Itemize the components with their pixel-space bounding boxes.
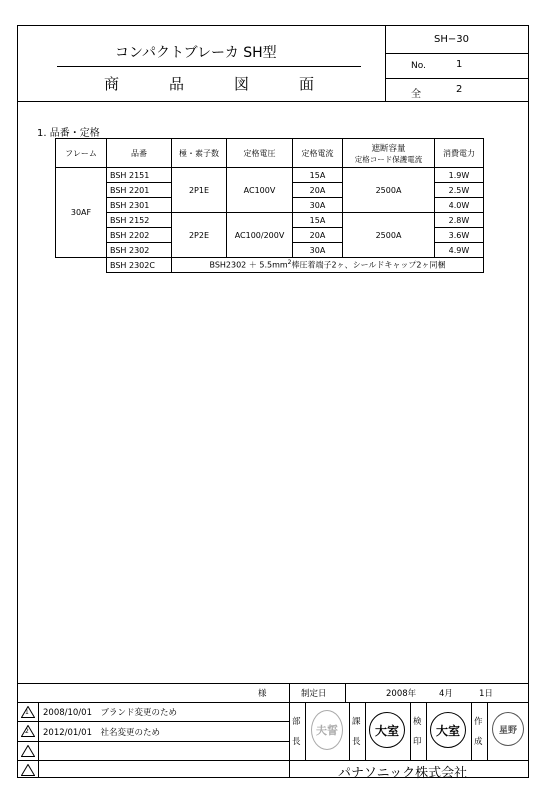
cell-poles: 2P2E xyxy=(172,213,227,258)
cell-part-no: BSH 2201 xyxy=(107,183,172,198)
cell-part-no: BSH 2302C xyxy=(107,258,172,273)
cell-power: 2.5W xyxy=(435,183,484,198)
doc-code: SH−30 xyxy=(434,34,469,45)
cell-voltage: AC100/200V xyxy=(227,213,293,258)
role-sakusei-2: 成 xyxy=(474,737,483,747)
drawing-title-char: 図 xyxy=(234,75,250,93)
established-day: 1日 xyxy=(479,689,493,699)
cell-frame: 30AF xyxy=(56,168,107,258)
header-right-line-2 xyxy=(385,78,529,79)
header-bottom-line xyxy=(17,101,529,102)
footer-line-2 xyxy=(17,702,529,703)
role-kacho-1: 課 xyxy=(352,717,361,727)
cell-part-no: BSH 2151 xyxy=(107,168,172,183)
role-kacho-2: 長 xyxy=(352,737,361,747)
header-right-line-1 xyxy=(385,53,529,54)
cell-part-no: BSH 2152 xyxy=(107,213,172,228)
sama-label: 様 xyxy=(258,689,267,699)
cell-empty xyxy=(56,258,107,273)
role-kenin-2: 印 xyxy=(413,737,422,747)
table-header-row xyxy=(56,139,484,168)
cell-part-no: BSH 2202 xyxy=(107,228,172,243)
role-divider-7 xyxy=(487,702,488,760)
cell-current: 30A xyxy=(293,198,343,213)
cell-part-no: BSH 2302 xyxy=(107,243,172,258)
role-bucho-2: 長 xyxy=(292,737,301,747)
drawing-title-char: 面 xyxy=(299,75,315,93)
role-divider-5 xyxy=(426,702,427,760)
note-pre: BSH2302 ＋ 5.5mm xyxy=(209,260,288,270)
drawing-title-char: 商 xyxy=(104,75,120,93)
revision-text: 2008/10/01 ブランド変更のため xyxy=(43,708,177,718)
total-label: 全 xyxy=(411,89,421,100)
cell-extra-note xyxy=(172,258,484,273)
revision-triangle-icon xyxy=(21,764,35,776)
cell-current: 30A xyxy=(293,243,343,258)
revision-triangle-icon xyxy=(21,745,35,757)
seal-stamp-kacho: 大室 xyxy=(369,712,405,748)
product-title: コンパクトブレーカ SH型 xyxy=(115,45,277,61)
header-frame: フレーム xyxy=(56,139,107,168)
cell-capacity: 2500A xyxy=(343,168,435,213)
cell-power: 1.9W xyxy=(435,168,484,183)
header-divider xyxy=(385,25,386,101)
cell-current: 15A xyxy=(293,213,343,228)
established-year: 2008年 xyxy=(386,689,417,699)
header-capacity xyxy=(343,139,435,168)
header-poles: 極・素子数 xyxy=(172,139,227,168)
footer-top-line xyxy=(17,683,529,684)
revision-mark: 1 xyxy=(25,709,29,716)
footer-date-divider xyxy=(345,683,346,702)
header-capacity-line2: 定格コード保護電流 xyxy=(354,154,423,164)
cell-current: 20A xyxy=(293,183,343,198)
note-post: 棒圧着端子2ヶ、シールドキャップ2ヶ同梱 xyxy=(291,260,446,270)
revision-mark-divider xyxy=(38,702,39,778)
cell-power: 2.8W xyxy=(435,213,484,228)
seal-stamp-sakusei: 星野 xyxy=(492,712,524,746)
role-kenin-1: 検 xyxy=(413,717,422,727)
cell-power: 4.0W xyxy=(435,198,484,213)
role-divider-1 xyxy=(305,702,306,760)
section-title: 1. 品番・定格 xyxy=(37,128,100,139)
role-divider-3 xyxy=(365,702,366,760)
established-month: 4月 xyxy=(439,689,453,699)
footer-line-4 xyxy=(17,741,289,742)
cell-poles: 2P1E xyxy=(172,168,227,213)
table-row xyxy=(56,168,484,183)
header-capacity-line1: 遮断容量 xyxy=(371,143,406,154)
role-divider-4 xyxy=(410,702,411,760)
role-sakusei-1: 作 xyxy=(474,717,483,727)
role-divider-2 xyxy=(349,702,350,760)
table-row xyxy=(56,213,484,228)
footer-divider xyxy=(289,683,290,778)
role-bucho-1: 部 xyxy=(292,717,301,727)
cell-current: 15A xyxy=(293,168,343,183)
company-name: パナソニック株式会社 xyxy=(338,766,468,781)
drawing-title xyxy=(104,73,364,94)
cell-voltage: AC100V xyxy=(227,168,293,213)
cell-power: 3.6W xyxy=(435,228,484,243)
role-divider-6 xyxy=(471,702,472,760)
title-underline xyxy=(57,66,361,67)
no-value: 1 xyxy=(456,59,463,70)
total-value: 2 xyxy=(456,84,463,95)
note-sup: 2 xyxy=(287,259,292,267)
seal-stamp-kenin: 大室 xyxy=(430,712,466,748)
footer-line-3 xyxy=(17,721,289,722)
header-current: 定格電流 xyxy=(293,139,343,168)
cell-power: 4.9W xyxy=(435,243,484,258)
drawing-title-char: 品 xyxy=(169,75,185,93)
header-part-no: 品番 xyxy=(107,139,172,168)
revision-mark: 2 xyxy=(25,728,29,735)
no-label: No. xyxy=(411,61,426,71)
header-power: 消費電力 xyxy=(435,139,484,168)
established-label: 制定日 xyxy=(301,689,327,699)
table-row xyxy=(56,258,484,273)
cell-capacity: 2500A xyxy=(343,213,435,258)
cell-part-no: BSH 2301 xyxy=(107,198,172,213)
footer-line-5 xyxy=(17,760,529,761)
seal-stamp-bucho: 夫誓 xyxy=(311,710,343,750)
header-voltage: 定格電圧 xyxy=(227,139,293,168)
spec-table xyxy=(55,138,484,273)
revision-text: 2012/01/01 社名変更のため xyxy=(43,728,160,738)
cell-current: 20A xyxy=(293,228,343,243)
